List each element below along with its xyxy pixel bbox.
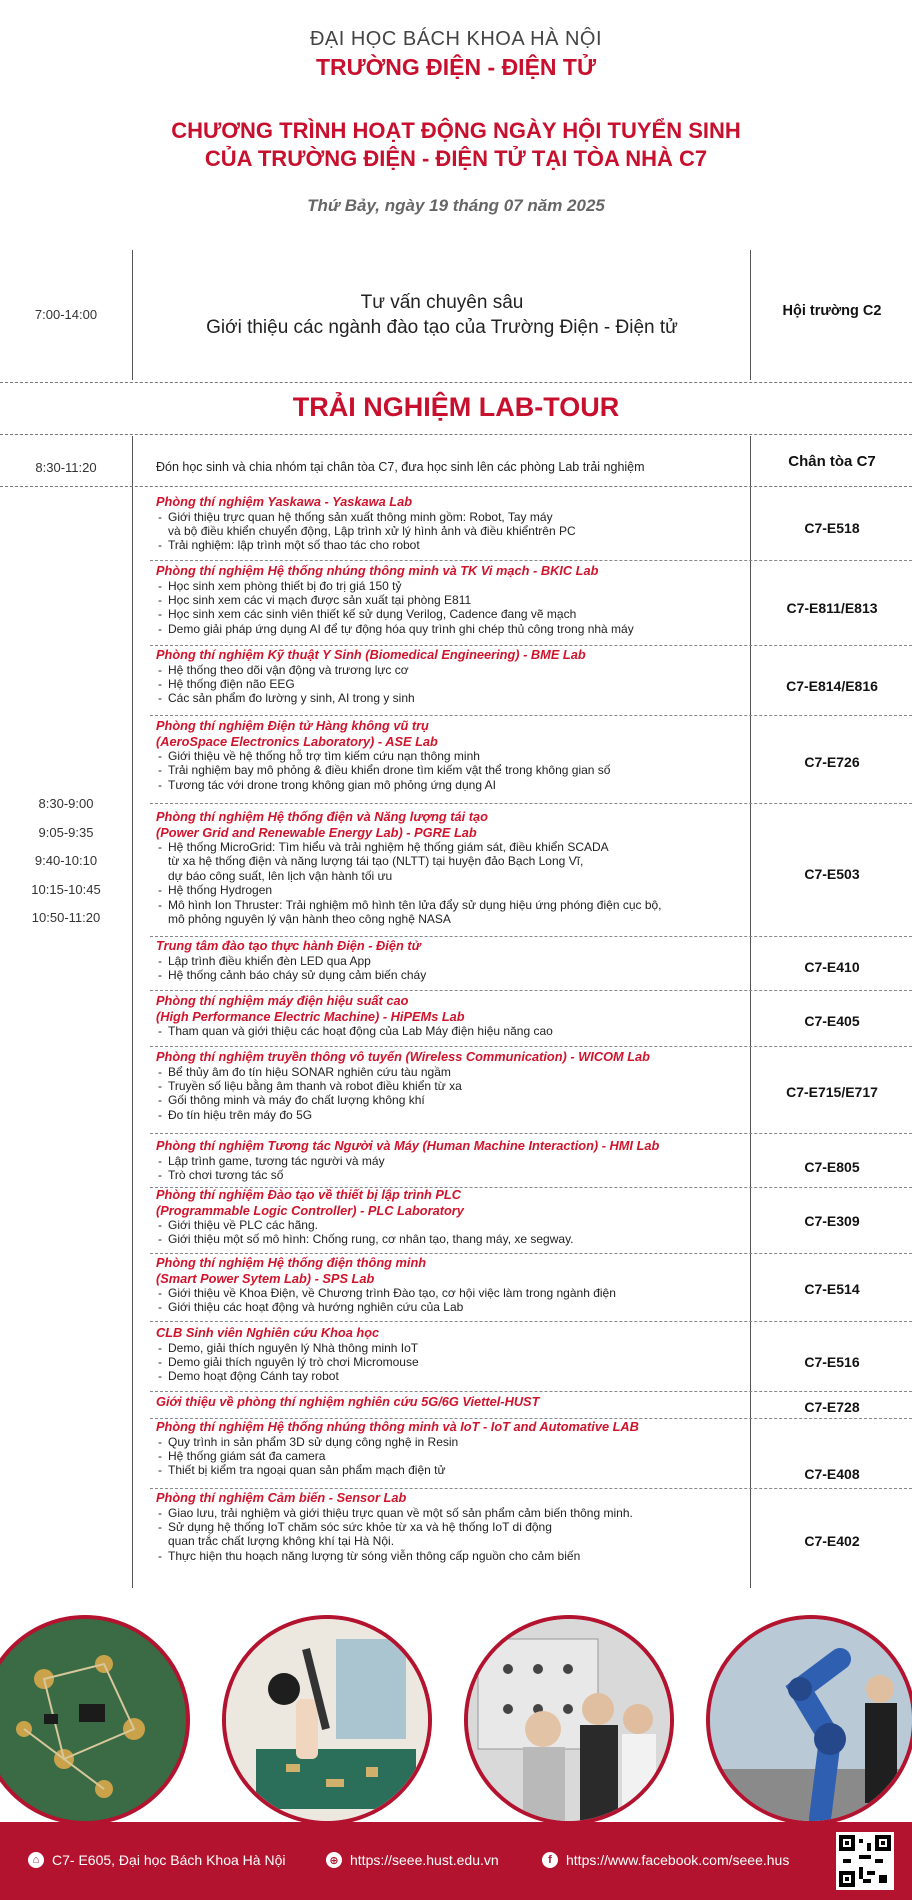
lab-name: CLB Sinh viên Nghiên cứu Khoa học: [156, 1325, 380, 1340]
footer-website[interactable]: [326, 1852, 499, 1868]
lab-activity: - Hệ thống theo dõi vận động và trương lực cơ: [156, 663, 750, 677]
lab-activity: - Tham quan và giới thiệu các hoạt động của Lab Máy điện hiệu năng cao: [156, 1024, 750, 1038]
lab-divider: [150, 990, 912, 991]
consult-line2: Giới thiệu các ngành đào tạo của Trường Điện - Điện tử: [206, 317, 678, 338]
lab-room: C7-E410: [804, 959, 860, 975]
qr-code[interactable]: [836, 1832, 894, 1890]
section-divider: [0, 382, 912, 383]
lab-divider: [150, 1133, 912, 1134]
consult-line1: Tư vấn chuyên sâu: [360, 292, 524, 313]
lab-activity: - Đo tín hiệu trên máy đo 5G: [156, 1108, 750, 1122]
lab-activity: - Demo giải pháp ứng dụng AI để tự động hóa quy trình ghi chép thủ công trong nhà máy: [156, 622, 750, 636]
lab-activity: - Sử dụng hệ thống IoT chăm sóc sức khỏe từ xa và hệ thống IoT di động: [156, 1520, 750, 1534]
lab-activity: - Hệ thống MicroGrid: Tìm hiểu và trải nghiệm hệ thống giám sát, điều khiển SCADA: [156, 840, 750, 854]
lab-name: (AeroSpace Electronics Laboratory) - ASE Lab: [156, 733, 438, 749]
consult-room: Hội trường C2: [782, 303, 882, 319]
lab-name: Phòng thí nghiệm Cảm biến - Sensor Lab: [156, 1490, 407, 1505]
consult-description: [134, 290, 750, 340]
footer-facebook[interactable]: [542, 1852, 789, 1868]
lab-activity: - Hệ thống điện não EEG: [156, 677, 750, 691]
lab-activity: - Thiết bị kiểm tra ngoại quan sản phẩm mạch điện tử: [156, 1463, 750, 1477]
lab-entry: [156, 1490, 750, 1563]
lab-name: Phòng thí nghiệm truyền thông vô tuyến (Wireless Communication) - WICOM Lab: [156, 1049, 650, 1064]
lab-name: Phòng thí nghiệm Tương tác Người và Máy (Human Machine Interaction) - HMI Lab: [156, 1138, 660, 1153]
lab-entry: [156, 1138, 750, 1182]
lab-name: Phòng thí nghiệm Đào tạo về thiết bị lập trình PLC: [156, 1187, 461, 1202]
soldering-photo: [222, 1615, 432, 1825]
lab-activity: - Học sinh xem phòng thiết bị đo trị giá 150 tỷ: [156, 579, 750, 593]
website-link[interactable]: https://seee.hust.edu.vn: [350, 1852, 499, 1868]
lab-entry: [156, 809, 750, 926]
lab-activity: - Lập trình game, tương tác người và máy: [156, 1154, 750, 1168]
welcome-room: Chân tòa C7: [788, 453, 876, 470]
lab-entry: [156, 1187, 750, 1247]
lab-entry: [156, 563, 750, 636]
lab-entry: [156, 1394, 750, 1410]
photo-strip: [0, 1605, 912, 1825]
lab-divider: [150, 1253, 912, 1254]
lab-entry: [156, 938, 750, 982]
lab-name: Phòng thí nghiệm Kỹ thuật Y Sinh (Biomedical Engineering) - BME Lab: [156, 647, 586, 662]
lab-room: C7-E728: [804, 1399, 860, 1415]
lab-activity: - Quy trình in sản phẩm 3D sử dụng công nghệ in Resin: [156, 1435, 750, 1449]
lab-divider: [150, 715, 912, 716]
lab-activity: - Hệ thống cảnh báo cháy sử dụng cảm biến cháy: [156, 968, 750, 982]
lab-divider: [150, 645, 912, 646]
lab-activity: - Trải nghiệm: lập trình một số thao tác cho robot: [156, 538, 750, 552]
consult-time: 7:00-14:00: [34, 307, 98, 322]
lab-room: C7-E516: [804, 1354, 860, 1370]
section-divider: [0, 486, 912, 487]
footer-address: [28, 1852, 285, 1868]
lab-activity: - Thực hiện thu hoạch năng lượng từ sóng viễn thông cấp nguồn cho cảm biến: [156, 1549, 750, 1563]
program-title-line1: CHƯƠNG TRÌNH HOẠT ĐỘNG NGÀY HỘI TUYỂN SINH: [171, 118, 741, 143]
lab-activity: - Truyền số liệu bằng âm thanh và robot điều khiển từ xa: [156, 1079, 750, 1093]
lab-activity: - Trải nghiệm bay mô phỏng & điều khiển drone tìm kiếm vật thể trong không gian số: [156, 763, 750, 777]
lab-activity: - Mô hình Ion Thruster: Trải nghiệm mô hình tên lửa đẩy sử dụng hiệu ứng phóng điện cục bộ,: [156, 898, 750, 912]
lab-divider: [150, 1046, 912, 1047]
welcome-text: Đón học sinh và chia nhóm tại chân tòa C7, đưa học sinh lên các phòng Lab trải nghiệm: [156, 460, 645, 474]
column-divider: [132, 436, 133, 1588]
lab-activity: - Demo giải thích nguyên lý trò chơi Micromouse: [156, 1355, 750, 1369]
facebook-link[interactable]: https://www.facebook.com/seee.hus: [566, 1852, 790, 1868]
lab-room: C7-E402: [804, 1533, 860, 1549]
lab-room: C7-E514: [804, 1281, 860, 1297]
column-divider: [132, 250, 133, 380]
lab-name: Phòng thí nghiệm Điện tử Hàng không vũ trụ: [156, 718, 429, 733]
lab-activity: - Giới thiệu về hệ thống hỗ trợ tìm kiếm cứu nạn thông minh: [156, 749, 750, 763]
section-divider: [0, 434, 912, 435]
lab-name: (Power Grid and Renewable Energy Lab) - PGRE Lab: [156, 824, 477, 840]
lab-entry: [156, 1419, 750, 1478]
lab-activity: - Các sản phẩm đo lường y sinh, AI trong y sinh: [156, 691, 750, 705]
school-name: TRƯỜNG ĐIỆN - ĐIỆN TỬ: [315, 54, 597, 80]
lab-activity: - Hệ thống giám sát đa camera: [156, 1449, 750, 1463]
lab-name: (Programmable Logic Controller) - PLC Laboratory: [156, 1202, 464, 1218]
lab-name: Phòng thí nghiệm Hệ thống nhúng thông minh và TK Vi mạch - BKIC Lab: [156, 563, 599, 578]
lab-activity: - Giới thiệu một số mô hình: Chống rung, cơ nhân tạo, thang máy, xe segway.: [156, 1232, 750, 1246]
time-slot: 9:40-10:10: [34, 853, 98, 868]
footer: [0, 1822, 912, 1900]
lab-activity: - Trò chơi tương tác số: [156, 1168, 750, 1182]
lab-activity: - Demo, giải thích nguyên lý Nhà thông minh IoT: [156, 1341, 750, 1355]
lab-divider: [150, 1391, 912, 1392]
students-lab-photo: [464, 1615, 674, 1825]
lab-room: C7-E805: [804, 1159, 860, 1175]
lab-activity-continued: dự báo công suất, lên lịch vận hành tối ưu: [168, 868, 393, 883]
lab-name: Phòng thí nghiệm máy điện hiệu suất cao: [156, 993, 409, 1008]
lab-divider: [150, 803, 912, 804]
home-icon: ⌂: [28, 1852, 44, 1868]
facebook-icon: f: [542, 1852, 558, 1868]
lab-name: Trung tâm đào tạo thực hành Điện - Điện tử: [156, 938, 421, 953]
lab-name: (Smart Power Sytem Lab) - SPS Lab: [156, 1270, 375, 1286]
lab-room: C7-E518: [804, 520, 860, 536]
lab-entry: [156, 494, 750, 553]
lab-activity-continued: quan trắc chất lượng không khí tại Hà Nội.: [168, 1534, 395, 1549]
lab-entry: [156, 1049, 750, 1122]
lab-activity: - Gối thông minh và máy đo chất lượng không khí: [156, 1093, 750, 1107]
lab-activity-continued: từ xa hệ thống điện và năng lượng tái tạo (NLTT) tại huyện đảo Bạch Long Vĩ,: [168, 854, 584, 869]
lab-room: C7-E405: [804, 1013, 860, 1029]
lab-activity: - Lập trình điều khiển đèn LED qua App: [156, 954, 750, 968]
time-slot: 8:30-9:00: [38, 796, 94, 811]
lab-entry: [156, 1325, 750, 1384]
lab-entry: [156, 647, 750, 706]
lab-activity-continued: và bộ điều khiển chuyển động, Lập trình xử lý hình ảnh và điều khiểntrên PC: [168, 523, 576, 538]
lab-room: C7-E726: [804, 754, 860, 770]
time-slots: [0, 790, 132, 933]
lab-activity: - Giới thiệu về Khoa Điện, về Chương trình Đào tạo, cơ hội việc làm trong ngành điện: [156, 1286, 750, 1300]
lab-divider: [150, 936, 912, 937]
lab-entry: [156, 1255, 750, 1315]
lab-divider: [150, 1321, 912, 1322]
lab-activity: - Tương tác với drone trong không gian mô phỏng ứng dụng AI: [156, 778, 750, 792]
lab-room: C7-E408: [804, 1466, 860, 1482]
column-divider: [750, 436, 751, 1588]
lab-name: Phòng thí nghiệm Hệ thống nhúng thông minh và IoT - IoT and Automative LAB: [156, 1419, 639, 1434]
lab-entry: [156, 993, 750, 1038]
yaskawa-robot-photo: [706, 1615, 912, 1825]
lab-room: C7-E503: [804, 866, 860, 882]
lab-activity: - Giới thiệu trực quan hệ thống sản xuất thông minh gồm: Robot, Tay máy: [156, 510, 750, 524]
event-date: Thứ Bảy, ngày 19 tháng 07 năm 2025: [307, 196, 605, 215]
lab-entry: [156, 718, 750, 792]
lab-activity: - Giao lưu, trải nghiệm và giới thiệu trực quan về một số sản phẩm cảm biến thông minh.: [156, 1506, 750, 1520]
lab-name: Phòng thí nghiệm Hệ thống điện và Năng lượng tái tạo: [156, 809, 488, 824]
lab-activity: - Học sinh xem các sinh viên thiết kế sử dụng Verilog, Cadence đang vẽ mạch: [156, 607, 750, 621]
lab-name: Giới thiệu về phòng thí nghiệm nghiên cứu 5G/6G Viettel-HUST: [156, 1394, 540, 1409]
lab-activity: - Giới thiệu các hoạt động và hướng nghiên cứu của Lab: [156, 1300, 750, 1314]
lab-activity-continued: mô phỏng nguyên lý vận hành theo công nghệ NASA: [168, 912, 451, 927]
globe-icon: ⊕: [326, 1852, 342, 1868]
lab-activity: - Hệ thống Hydrogen: [156, 883, 750, 897]
lab-room: C7-E715/E717: [786, 1084, 878, 1100]
lab-activity: - Bể thủy âm đo tín hiệu SONAR nghiên cứu tàu ngầm: [156, 1065, 750, 1079]
address-text: C7- E605, Đại học Bách Khoa Hà Nội: [52, 1852, 286, 1868]
time-slot: 10:50-11:20: [31, 910, 101, 925]
university-name: ĐẠI HỌC BÁCH KHOA HÀ NỘI: [309, 28, 603, 50]
lab-room: C7-E811/E813: [786, 600, 878, 616]
column-divider: [750, 250, 751, 380]
welcome-time: 8:30-11:20: [35, 460, 97, 475]
lab-room: C7-E814/E816: [786, 678, 878, 694]
time-slot: 9:05-9:35: [38, 824, 94, 840]
lab-activity: - Học sinh xem các vi mạch được sản xuất tại phòng E811: [156, 593, 750, 607]
lab-divider: [150, 1488, 912, 1489]
circuit-board-photo: [0, 1615, 190, 1825]
lab-divider: [150, 560, 912, 561]
time-slot: 10:15-10:45: [31, 881, 101, 897]
lab-activity: - Demo hoạt động Cánh tay robot: [156, 1369, 750, 1383]
lab-activity: - Giới thiệu về PLC các hãng.: [156, 1218, 750, 1232]
lab-room: C7-E309: [804, 1213, 860, 1229]
labtour-title: TRẢI NGHIỆM LAB-TOUR: [292, 392, 620, 422]
lab-name: Phòng thí nghiệm Yaskawa - Yaskawa Lab: [156, 494, 413, 509]
lab-name: Phòng thí nghiệm Hệ thống điện thông minh: [156, 1255, 427, 1270]
lab-name: (High Performance Electric Machine) - HiPEMs Lab: [156, 1008, 465, 1024]
program-title-line2: CỦA TRƯỜNG ĐIỆN - ĐIỆN TỬ TẠI TÒA NHÀ C7: [204, 146, 708, 171]
